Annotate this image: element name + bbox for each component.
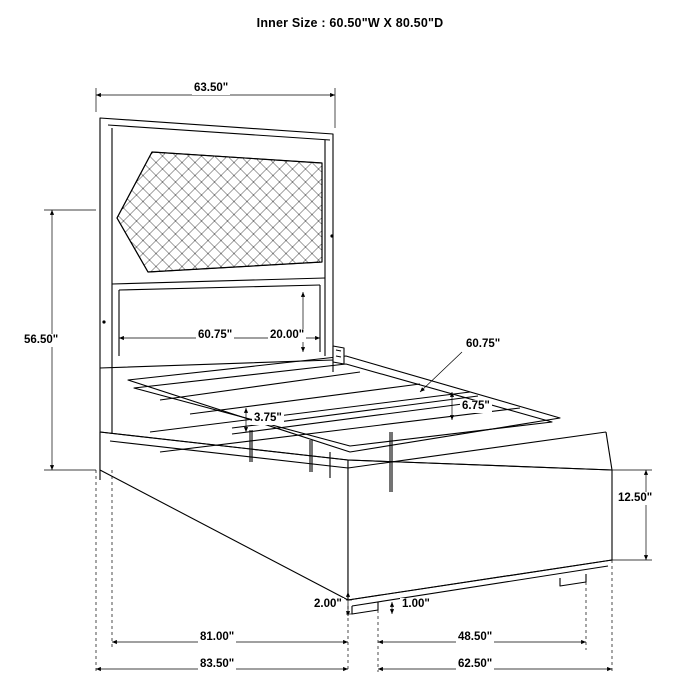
dimension-label-foot-clearance: 2.00" [314,598,342,610]
bed-outline [100,118,612,614]
dimension-label-headboard-panel-width: 60.75" [198,329,233,341]
dimension-label-overall-length: 83.50" [200,658,235,670]
dimension-label-footboard-height: 12.50" [618,492,653,504]
dimension-label-foot-thickness: 1.00" [402,598,430,610]
dimension-label-overall-depth-right: 62.50" [458,658,493,670]
dimension-label-rail-height: 6.75" [462,400,490,412]
dimension-label-slat-height: 3.75" [254,412,282,424]
page-title: Inner Size : 60.50"W X 80.50"D [256,16,444,30]
dimension-label-rail-length: 60.75" [466,338,501,350]
dimension-label-headboard-width: 63.50" [194,82,229,94]
dimension-label-side-depth-right: 48.50" [458,631,493,643]
dimension-label-headboard-panel-height: 20.00" [270,329,305,341]
dimension-label-overall-height: 56.50" [24,334,59,346]
dimension-label-side-inner-length: 81.00" [200,631,235,643]
